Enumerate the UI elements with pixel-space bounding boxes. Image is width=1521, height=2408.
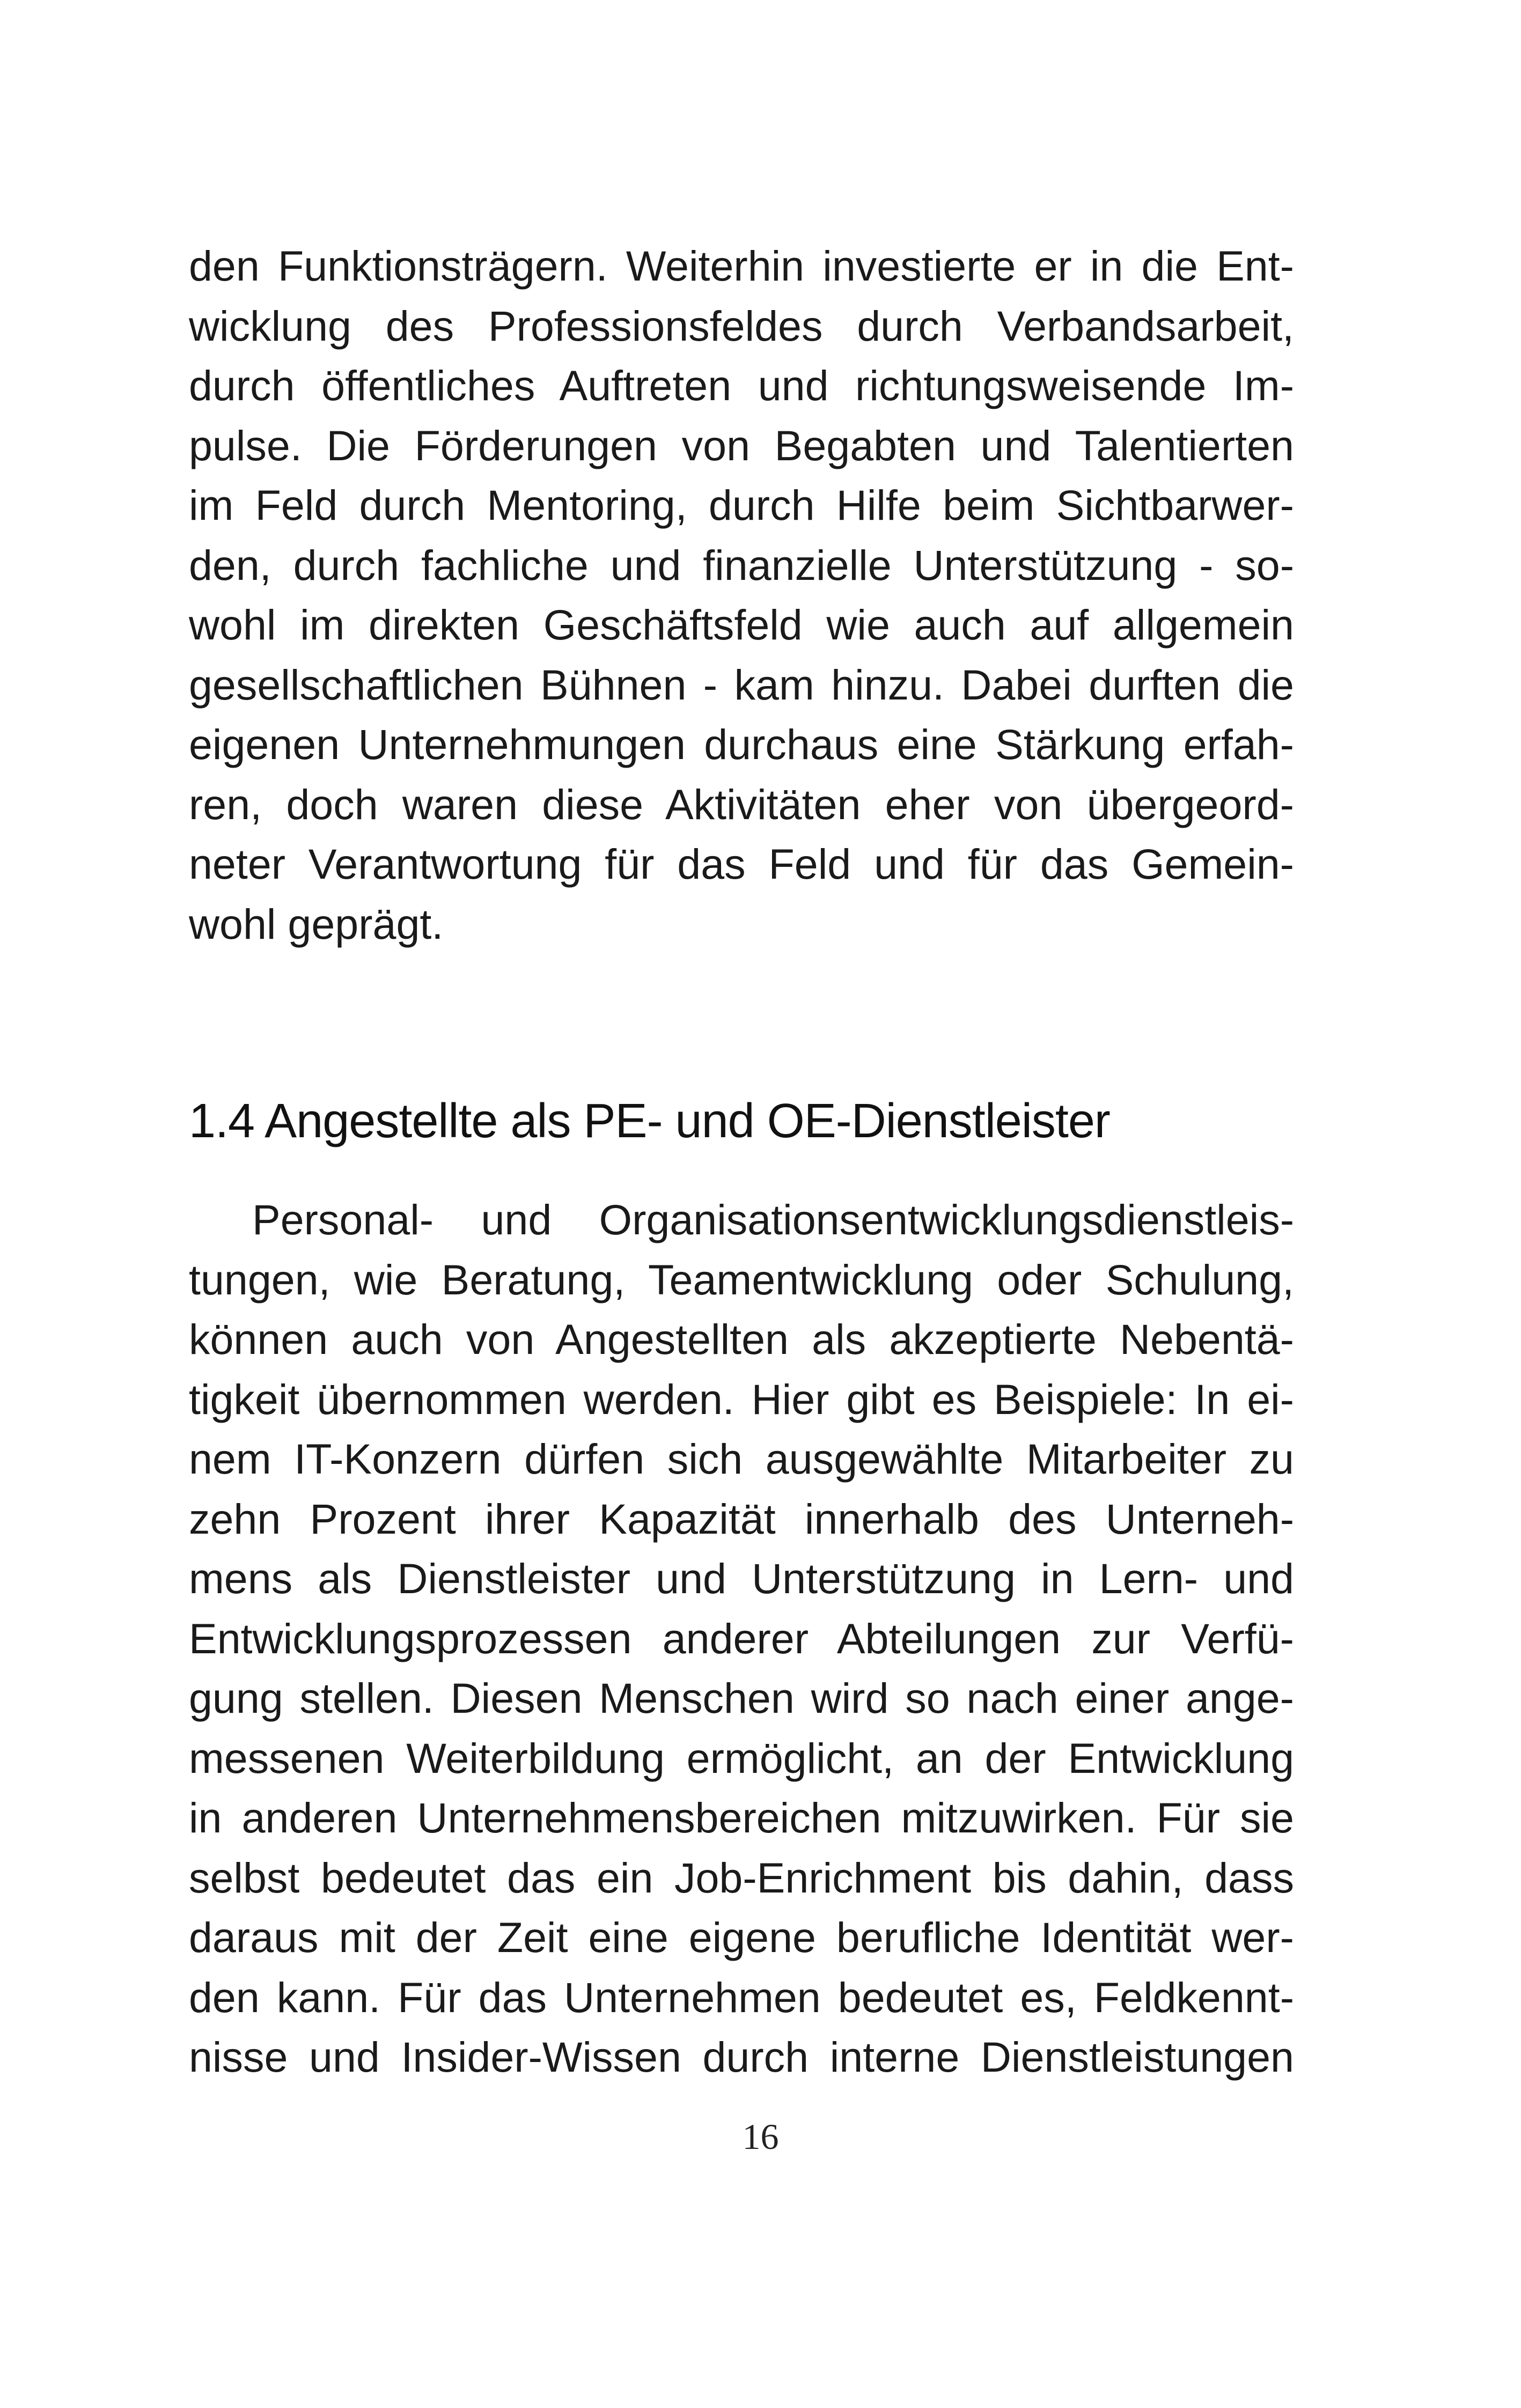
text-line: wohl im direkten Geschäftsfeld wie auch auf allgemein: [189, 601, 1294, 649]
text-line: gung stellen. Diesen Menschen wird so nach einer ange-: [189, 1674, 1294, 1722]
text-line: nem IT-Konzern dürfen sich ausgewählte Mitarbeiter zu: [189, 1435, 1294, 1483]
text-line: zehn Prozent ihrer Kapazität innerhalb des Unterneh-: [189, 1494, 1294, 1543]
text-line: pulse. Die Förderungen von Begabten und Talentierten: [189, 421, 1294, 469]
text-line: nisse und Insider-Wissen durch interne Dienstleistungen: [189, 2033, 1294, 2081]
text-line: tigkeit übernommen werden. Hier gibt es Beispiele: In ei-: [189, 1375, 1294, 1423]
section-heading: 1.4 Angestellte als PE- und OE-Dienstleister: [189, 1094, 1110, 1148]
text-line: wicklung des Professionsfeldes durch Verbandsarbeit,: [189, 301, 1294, 350]
text-line: daraus mit der Zeit eine eigene berufliche Identität wer-: [189, 1913, 1294, 1961]
text-line: gesellschaftlichen Bühnen - kam hinzu. Dabei durften die: [189, 660, 1294, 709]
text-line: tungen, wie Beratung, Teamentwicklung oder Schulung,: [189, 1255, 1294, 1304]
text-line: wohl geprägt.: [189, 900, 444, 948]
text-line: eigenen Unternehmungen durchaus eine Stärkung erfah-: [189, 720, 1294, 768]
body-paragraph-1: [189, 236, 1294, 954]
text-line: neter Verantwortung für das Feld und für das Gemein-: [189, 840, 1294, 888]
text-line: selbst bedeutet das ein Job-Enrichment bis dahin, dass: [189, 1853, 1294, 1902]
text-line: den kann. Für das Unternehmen bedeutet es, Feldkennt-: [189, 1973, 1294, 2021]
text-line: in anderen Unternehmensbereichen mitzuwirken. Für sie: [189, 1794, 1294, 1842]
text-line: messenen Weiterbildung ermöglicht, an der Entwicklung: [189, 1734, 1294, 1782]
text-line: Personal- und Organisationsentwicklungsdienstleis-: [252, 1196, 1294, 1243]
text-line: mens als Dienstleister und Unterstützung in Lern- und: [189, 1555, 1294, 1602]
text-line: ren, doch waren diese Aktivitäten eher von übergeord-: [189, 780, 1294, 828]
text-line: im Feld durch Mentoring, durch Hilfe beim Sichtbarwer-: [189, 481, 1294, 529]
text-line: Entwicklungsprozessen anderer Abteilungen zur Verfü-: [189, 1614, 1294, 1662]
text-line: den, durch fachliche und finanzielle Unterstützung - so-: [189, 541, 1294, 589]
text-line: den Funktionsträgern. Weiterhin investierte er in die Ent-: [189, 242, 1294, 290]
text-line: durch öffentliches Auftreten und richtungsweisende Im-: [189, 362, 1294, 409]
page-number: 16: [742, 2116, 779, 2157]
body-paragraph-2: [189, 1190, 1294, 2087]
text-line: können auch von Angestellten als akzeptierte Nebentä-: [189, 1315, 1294, 1363]
